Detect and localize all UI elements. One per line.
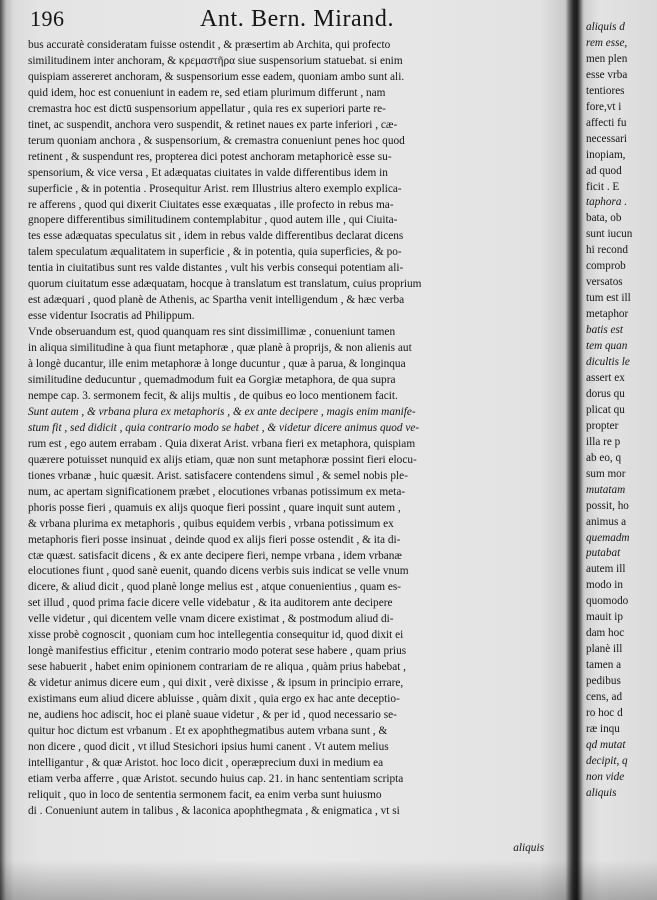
text-line: tinet, ac suspendit, anchora vero suspendit, & retinet naues ex parte inferiori , cæ- bbox=[28, 118, 398, 131]
right-page-line: ficit . E bbox=[586, 180, 620, 193]
text-line: tentia in ciuitatibus sunt res valde distantes , vult his verbis consequi potentiam ali- bbox=[28, 262, 404, 275]
text-line: similitudine deducuntur , quemadmodum fuit ea Gorgiæ metaphora, de qua supra bbox=[28, 374, 396, 387]
text-line: & videtur animus dicere eum , qui dixit , verè dixisse , & ipsum in principio errare, bbox=[28, 677, 404, 690]
right-page-line: hi recond bbox=[586, 244, 628, 257]
right-page-line: tum est ill bbox=[586, 292, 631, 305]
right-page-line: tentiores bbox=[586, 84, 625, 97]
text-line: num, ac apertam significationem præbet , elocutiones vrbanas potissimum ex meta- bbox=[28, 485, 406, 498]
right-page-line: dorus qu bbox=[586, 387, 625, 400]
right-page-line: metaphor bbox=[586, 308, 629, 321]
right-page-line: animus a bbox=[586, 515, 627, 528]
text-line: xisse probè cognoscit , quoniam cum hoc intellegentia consequitur id, quod dixit ei bbox=[28, 629, 404, 642]
text-line: quid idem, hoc est conueniunt in eadem re, sed etiam plurimum differunt , nam bbox=[28, 86, 386, 99]
right-page-line: cens, ad bbox=[586, 691, 623, 704]
text-line: cremastra hoc est dictū suspensorium appellatur , quia res ex superiori parte re- bbox=[28, 102, 386, 115]
text-line: nempe cap. 3. sermonem fecit, & alijs multis , de quibus eo loco mentionem facit. bbox=[28, 389, 398, 402]
right-page-line: batis est bbox=[586, 324, 623, 337]
right-page-line: men plen bbox=[586, 52, 628, 65]
text-line: Vnde obseruandum est, quod quanquam res sint dissimillimæ , conueniunt tamen bbox=[28, 326, 396, 339]
right-page-line: inopiam, bbox=[586, 148, 626, 161]
gutter-shadow bbox=[565, 0, 585, 900]
right-page-line: mutatam bbox=[586, 483, 626, 496]
right-page-line: ro hoc d bbox=[586, 706, 623, 719]
text-line: reliquit , quo in loco de sententia sermonem facit, ea enim verba sunt huiusmo bbox=[28, 788, 382, 801]
text-line: quærere potuisset nunquid ex alijs etiam, quæ non sunt metaphoræ possint fieri elocu- bbox=[28, 453, 417, 466]
right-page-line: sum mor bbox=[586, 467, 626, 480]
text-line: est adæquari , quod planè de Athenis, ac Spartha venit intelligendum , & hæc verba bbox=[28, 294, 405, 307]
text-line: set illud , quod prima facie dicere velle videbatur , & ita auditorem ante decipere bbox=[28, 597, 393, 610]
running-title: Ant. Bern. Mirand. bbox=[200, 6, 395, 32]
text-line: gnopere differentibus similitudinem contemplabitur , quod autem ille , qui Ciuita- bbox=[28, 214, 398, 227]
right-page-line: esse vrba bbox=[586, 68, 628, 81]
right-page-line: non vide bbox=[586, 770, 625, 783]
text-line: talem speculatum æqualitatem in superficie , & in potentia, quia superficies, & po- bbox=[28, 246, 402, 259]
right-page-line: dicultis le bbox=[586, 356, 630, 369]
catchword: aliquis bbox=[513, 842, 544, 854]
right-page-line: sunt iucun bbox=[586, 228, 633, 241]
text-line: similitudinem inter anchoram, & κρεμαστῆρα siue suspensorium statuebat. si enim bbox=[28, 54, 403, 67]
text-line: terum quoniam anchora , & suspensorium, & cremastra conueniunt penes hoc quod bbox=[28, 134, 405, 147]
right-page-line: quemadm bbox=[586, 531, 630, 544]
text-line: intelligantur , & quæ Aristot. hoc loco dicit , operæprecium duxi in medium ea bbox=[28, 756, 384, 769]
right-page-line: pedibus bbox=[586, 675, 621, 688]
right-page-line: quomodo bbox=[586, 595, 629, 608]
right-page-line: fore,vt i bbox=[586, 100, 622, 113]
page-number: 196 bbox=[30, 6, 65, 31]
text-line: ne, audiens hoc adiscit, hoc ei planè suaue videtur , & per id , quod necessario se- bbox=[28, 709, 397, 722]
right-page-line: possit, ho bbox=[586, 499, 629, 512]
right-page-line: ab eo, q bbox=[586, 451, 622, 464]
right-page-line: putabat bbox=[586, 547, 621, 560]
text-line: metaphoris fieri posse insinuat , deinde quod ex alijs fieri posse ostendit , & ita di- bbox=[28, 533, 401, 546]
right-page-line: bata, ob bbox=[586, 212, 622, 225]
text-line: di . Conueniunt autem in talibus , & laconica apophthegmata , & enigmatica , vt si bbox=[28, 804, 400, 817]
right-page-line: plicat qu bbox=[586, 403, 625, 416]
right-page-line: dam hoc bbox=[586, 627, 625, 640]
text-line: esse videntur Isocratis ad Philippum. bbox=[28, 310, 195, 323]
right-page-line: tem quan bbox=[586, 340, 628, 353]
right-page-line: comprob bbox=[586, 260, 626, 273]
right-page-line: mauit ip bbox=[586, 611, 623, 624]
right-page-line: aliquis d bbox=[586, 21, 625, 33]
text-line: quitur hoc dictum est vrbanum . Et ex apophthegmatibus autem vrbana sunt , & bbox=[28, 724, 388, 737]
right-page-line: qd mutat bbox=[586, 738, 626, 751]
text-line: quispiam assereret anchoram, & suspensorium esse eadem, quoniam ambo sunt ali. bbox=[28, 70, 405, 83]
text-line: spensorium, & vice versa , Et adæquatas ciuitates in valde differentibus idem in bbox=[28, 166, 388, 179]
right-page-line: decipit, q bbox=[586, 754, 628, 767]
body-text bbox=[28, 38, 558, 820]
text-line: phoris posse fieri , quamuis ex alijs quoque fieri possint , quare inquit sunt autem , bbox=[28, 501, 401, 514]
right-page-fragment bbox=[586, 20, 657, 900]
text-line: Sunt autem , & vrbana plura ex metaphoris , & ex ante decipere , magis enim manife- bbox=[28, 405, 416, 418]
text-line: existimans eum aliud dicere abluisse , quàm dixit , quia ergo ex hac ante deceptio- bbox=[28, 693, 400, 706]
right-page-line: ræ inqu bbox=[586, 722, 620, 735]
text-line: longè manifestius efficitur , etenim contrario modo poterat sese habere , quam prius bbox=[28, 645, 407, 658]
right-page-line: autem ill bbox=[586, 563, 626, 576]
right-page-line: versatos bbox=[586, 276, 623, 289]
text-line: velle videtur , qui dicentem velle vnam dicere existimat , & postmodum aliud di- bbox=[28, 613, 394, 626]
text-line: quorum ciuitatum esse adæquatam, hocque à translatum est translatum, cuius proprium bbox=[28, 278, 422, 291]
right-page-line: rem esse, bbox=[586, 36, 628, 49]
text-line: & vrbana plurima ex metaphoris , quibus equidem verbis , vrbana potissimum ex bbox=[28, 517, 394, 530]
right-page-line: planè ill bbox=[586, 643, 623, 656]
text-line: elocutiones fiunt , quod sanè euenit, quando dicens verbis suis indicat se velle vnum bbox=[28, 565, 409, 578]
right-page-line: aliquis bbox=[586, 786, 617, 799]
right-page-line: necessari bbox=[586, 132, 627, 145]
text-line: dicere, & aliud dicit , quod planè longe melius est , atque conuenientius , quam es- bbox=[28, 581, 402, 594]
right-page-line: taphora . bbox=[586, 196, 628, 209]
text-line: etiam verba afferre , quæ Aristot. secundo huius cap. 21. in hanc sententiam scripta bbox=[28, 772, 404, 785]
right-page-line: tamen a bbox=[586, 659, 622, 672]
text-line: rum est , ego autem errabam . Quia dixerat Arist. vrbana fieri ex metaphora, quispiam bbox=[28, 437, 416, 450]
text-line: sese habuerit , habet enim opinionem contrariam de re aliqua , quàm prius habebat , bbox=[28, 661, 407, 674]
text-line: stum fit , sed didicit , quia contrario modo se habet , & videtur dicere animus quod ve- bbox=[28, 421, 420, 434]
page-bottom-shadow bbox=[0, 860, 657, 900]
text-line: retinent , & suspendunt res, propterea dici potest anchoram metaphoricè esse su- bbox=[28, 150, 392, 163]
right-page-line: ad quod bbox=[586, 164, 622, 177]
right-page-line: assert ex bbox=[586, 371, 625, 384]
text-line: tiones vrbanæ , huic quæsit. Arist. satisfacere contendens simul , & semel nobis ple- bbox=[28, 469, 408, 482]
text-line: bus accuratè consideratam fuisse ostendit , & præsertim ab Archita, qui profecto bbox=[28, 39, 391, 51]
left-page bbox=[18, 0, 566, 900]
text-line: non dicere , quod dicit , vt illud Stesichori ipsius humi canent . Vt autem melius bbox=[28, 740, 389, 753]
running-head bbox=[30, 6, 550, 36]
text-line: à longè ducantur, ille enim metaphoræ à longe ducuntur , quæ à parua, & longinqua bbox=[28, 358, 406, 371]
text-line: tes esse adæquatas speculatus sit , idem in rebus valde differentibus declarat dicens bbox=[28, 230, 404, 243]
text-line: in aliqua similitudine à qua fiunt metaphoræ , quæ planè à proprijs, & non alienis aut bbox=[28, 342, 412, 355]
right-page-line: propter bbox=[586, 419, 619, 432]
text-line: superficie , & in potentia . Prosequitur Arist. rem Illustrius altero exemplo explica- bbox=[28, 182, 402, 195]
right-page-line: affecti fu bbox=[586, 116, 627, 129]
text-line: ctæ quæst. satisfacit dicens , & ex ante decipere fieri, nempe vrbana , idem vrbanæ bbox=[28, 549, 402, 562]
right-page-line: modo in bbox=[586, 579, 623, 592]
text-line: re afferens , quod qui dixerit Ciuitates esse exæquatas , ille profecto in rebus ma- bbox=[28, 198, 394, 211]
right-page-line: illa re p bbox=[586, 435, 621, 448]
